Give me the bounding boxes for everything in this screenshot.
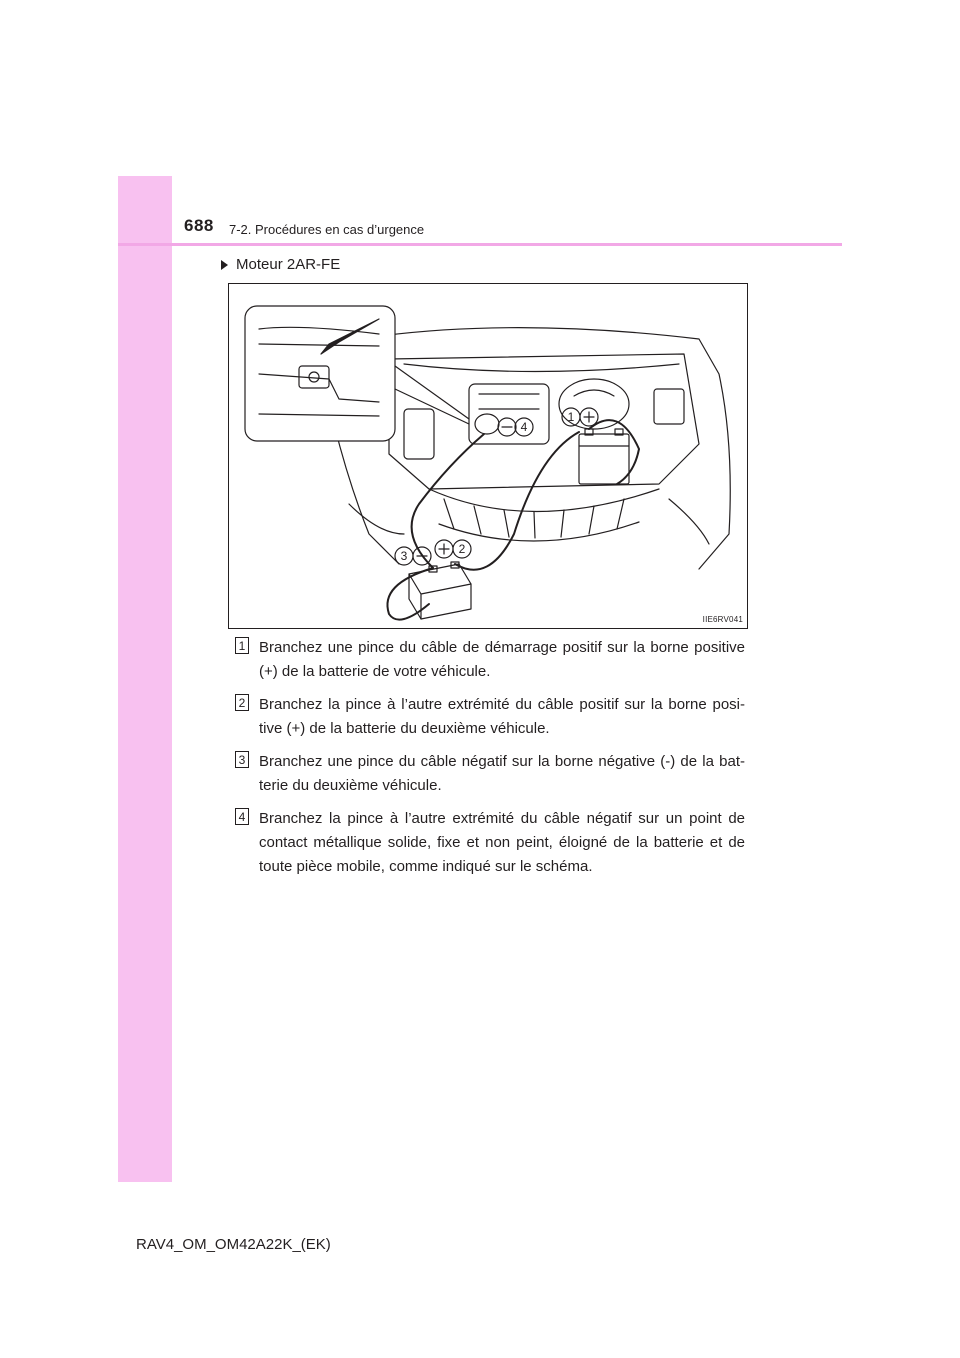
engine-illustration — [229, 284, 746, 627]
step-item — [235, 807, 745, 879]
step-item — [235, 693, 745, 741]
step-number: 4 — [235, 808, 249, 825]
figure-code: IIE6RV041 — [702, 615, 743, 624]
callout-3: 3 — [400, 549, 408, 563]
step-text: Branchez la pince à l’autre extrémité du câble négatif sur un point de contact métallique solide, fixe et non peint, éloigné de la batterie et de toute pièce mobile, comme indiqué sur le schéma. — [259, 810, 745, 875]
step-text: Branchez la pince à l’autre extrémité du câble positif sur la borne posi-tive (+) de la batterie du deuxième véhicule. — [259, 696, 745, 737]
step-number: 2 — [235, 694, 249, 711]
header-rule — [118, 243, 842, 246]
side-color-band — [118, 176, 172, 1182]
callout-4: 4 — [520, 420, 528, 434]
callout-1: 1 — [567, 410, 575, 424]
triangle-bullet-icon — [221, 260, 228, 270]
step-list — [235, 636, 745, 888]
engine-jump-start-figure — [228, 283, 748, 629]
step-number: 3 — [235, 751, 249, 768]
callout-2: 2 — [458, 542, 466, 556]
section-title: 7-2. Procédures en cas d’urgence — [229, 222, 425, 237]
step-item — [235, 636, 745, 684]
page-number: 688 — [184, 216, 214, 235]
step-text: Branchez une pince du câble négatif sur la borne négative (-) de la bat-terie du deuxième véhicule. — [259, 753, 745, 794]
step-text: Branchez une pince du câble de démarrage positif sur la borne positive (+) de la batterie de votre véhicule. — [259, 639, 745, 680]
step-item — [235, 750, 745, 798]
subheading — [221, 256, 340, 273]
document-code: RAV4_OM_OM42A22K_(EK) — [136, 1236, 331, 1253]
step-number: 1 — [235, 637, 249, 654]
subheading-text: Moteur 2AR-FE — [236, 256, 341, 273]
